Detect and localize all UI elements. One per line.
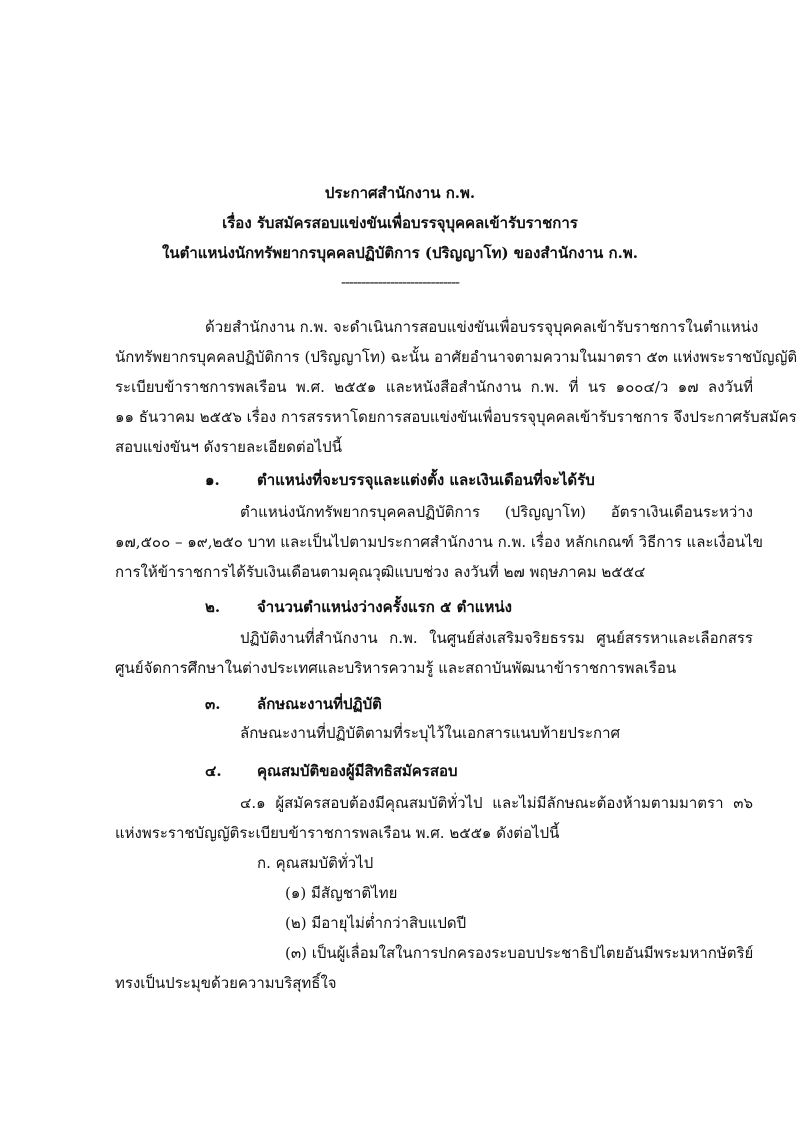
qualification-item: (๓) เป็นผู้เลื่อมใสในการปกครองระบอบประชาธิปไตยอันมีพระมหากษัตริย์ [285, 944, 754, 962]
section-line: ลักษณะงานที่ปฏิบัติตามที่ระบุไว้ในเอกสารแนบท้ายประกาศ [240, 724, 621, 742]
general-qualifications-heading: ก. คุณสมบัติทั่วไป [257, 854, 374, 872]
intro-line: สอบแข่งขันฯ ดังรายละเอียดต่อไปนี้ [115, 438, 342, 456]
section-line: ปฏิบัติงานที่สำนักงาน ก.พ. ในศูนย์ส่งเสริมจริยธรรม ศูนย์สรรหาและเลือกสรร [240, 629, 753, 647]
title-separator: ----------------------------- [341, 273, 459, 291]
intro-line: ระเบียบข้าราชการพลเรือน พ.ศ. ๒๕๕๑ และหนังสือสำนักงาน ก.พ. ที่ นร ๑๐๐๔/ว ๑๗ ลงวันที่ [115, 378, 753, 396]
section-2-heading [205, 597, 512, 617]
section-line: ๑๗,๕๐๐ – ๑๙,๒๕๐ บาท และเป็นไปตามประกาศสำนักงาน ก.พ. เรื่อง หลักเกณฑ์ วิธีการ และเงื่อนไข [115, 533, 763, 551]
qualification-item: (๑) มีสัญชาติไทย [285, 884, 398, 902]
document-subject: เรื่อง รับสมัครสอบแข่งขันเพื่อบรรจุบุคคลเข้ารับราชการ [222, 214, 578, 232]
section-line: การให้ข้าราชการได้รับเงินเดือนตามคุณวุฒิแบบช่วง ลงวันที่ ๒๗ พฤษภาคม ๒๕๕๔ [115, 563, 646, 581]
section-number: ๒. [205, 598, 221, 616]
section-line: ศูนย์จัดการศึกษาในต่างประเทศและบริหารความรู้ และสถาบันพัฒนาข้าราชการพลเรือน [115, 659, 677, 677]
qualification-continuation: ทรงเป็นประมุขด้วยความบริสุทธิ์ใจ [115, 974, 337, 992]
section-title: ลักษณะงานที่ปฏิบัติ [257, 695, 382, 713]
section-number: ๓. [205, 695, 221, 713]
section-title: ตำแหน่งที่จะบรรจุและแต่งตั้ง และเงินเดือนที่จะได้รับ [257, 471, 595, 489]
intro-line: ๑๑ ธันวาคม ๒๕๕๖ เรื่อง การสรรหาโดยการสอบแข่งขันเพื่อบรรจุบุคคลเข้ารับราชการ จึงประกาศรับสมัคร [115, 408, 797, 426]
intro-line: นักทรัพยากรบุคคลปฏิบัติการ (ปริญญาโท) ฉะนั้น อาศัยอำนาจตามความในมาตรา ๕๓ แห่งพระราชบัญญัติ [115, 348, 798, 366]
section-1-heading [205, 470, 595, 490]
section-line: ตำแหน่งนักทรัพยากรบุคคลปฏิบัติการ (ปริญญาโท) อัตราเงินเดือนระหว่าง [240, 503, 753, 521]
section-line: ๔.๑ ผู้สมัครสอบต้องมีคุณสมบัติทั่วไป และไม่มีลักษณะต้องห้ามตามมาตรา ๓๖ [240, 794, 753, 812]
section-title: จำนวนตำแหน่งว่างครั้งแรก ๕ ตำแหน่ง [257, 598, 512, 616]
document-title: ประกาศสำนักงาน ก.พ. [324, 184, 476, 202]
document-position: ในตำแหน่งนักทรัพยากรบุคคลปฏิบัติการ (ปริญญาโท) ของสำนักงาน ก.พ. [162, 244, 638, 262]
section-title: คุณสมบัติของผู้มีสิทธิสมัครสอบ [257, 762, 458, 780]
section-line: แห่งพระราชบัญญัติระเบียบข้าราชการพลเรือน พ.ศ. ๒๕๕๑ ดังต่อไปนี้ [115, 824, 560, 842]
section-4-heading [205, 761, 458, 781]
intro-line: ด้วยสำนักงาน ก.พ. จะดำเนินการสอบแข่งขันเพื่อบรรจุบุคคลเข้ารับราชการในตำแหน่ง [205, 318, 759, 336]
section-number: ๔. [205, 762, 222, 780]
qualification-item: (๒) มีอายุไม่ต่ำกว่าสิบแปดปี [285, 914, 467, 932]
section-number: ๑. [205, 471, 220, 489]
section-3-heading [205, 694, 382, 714]
